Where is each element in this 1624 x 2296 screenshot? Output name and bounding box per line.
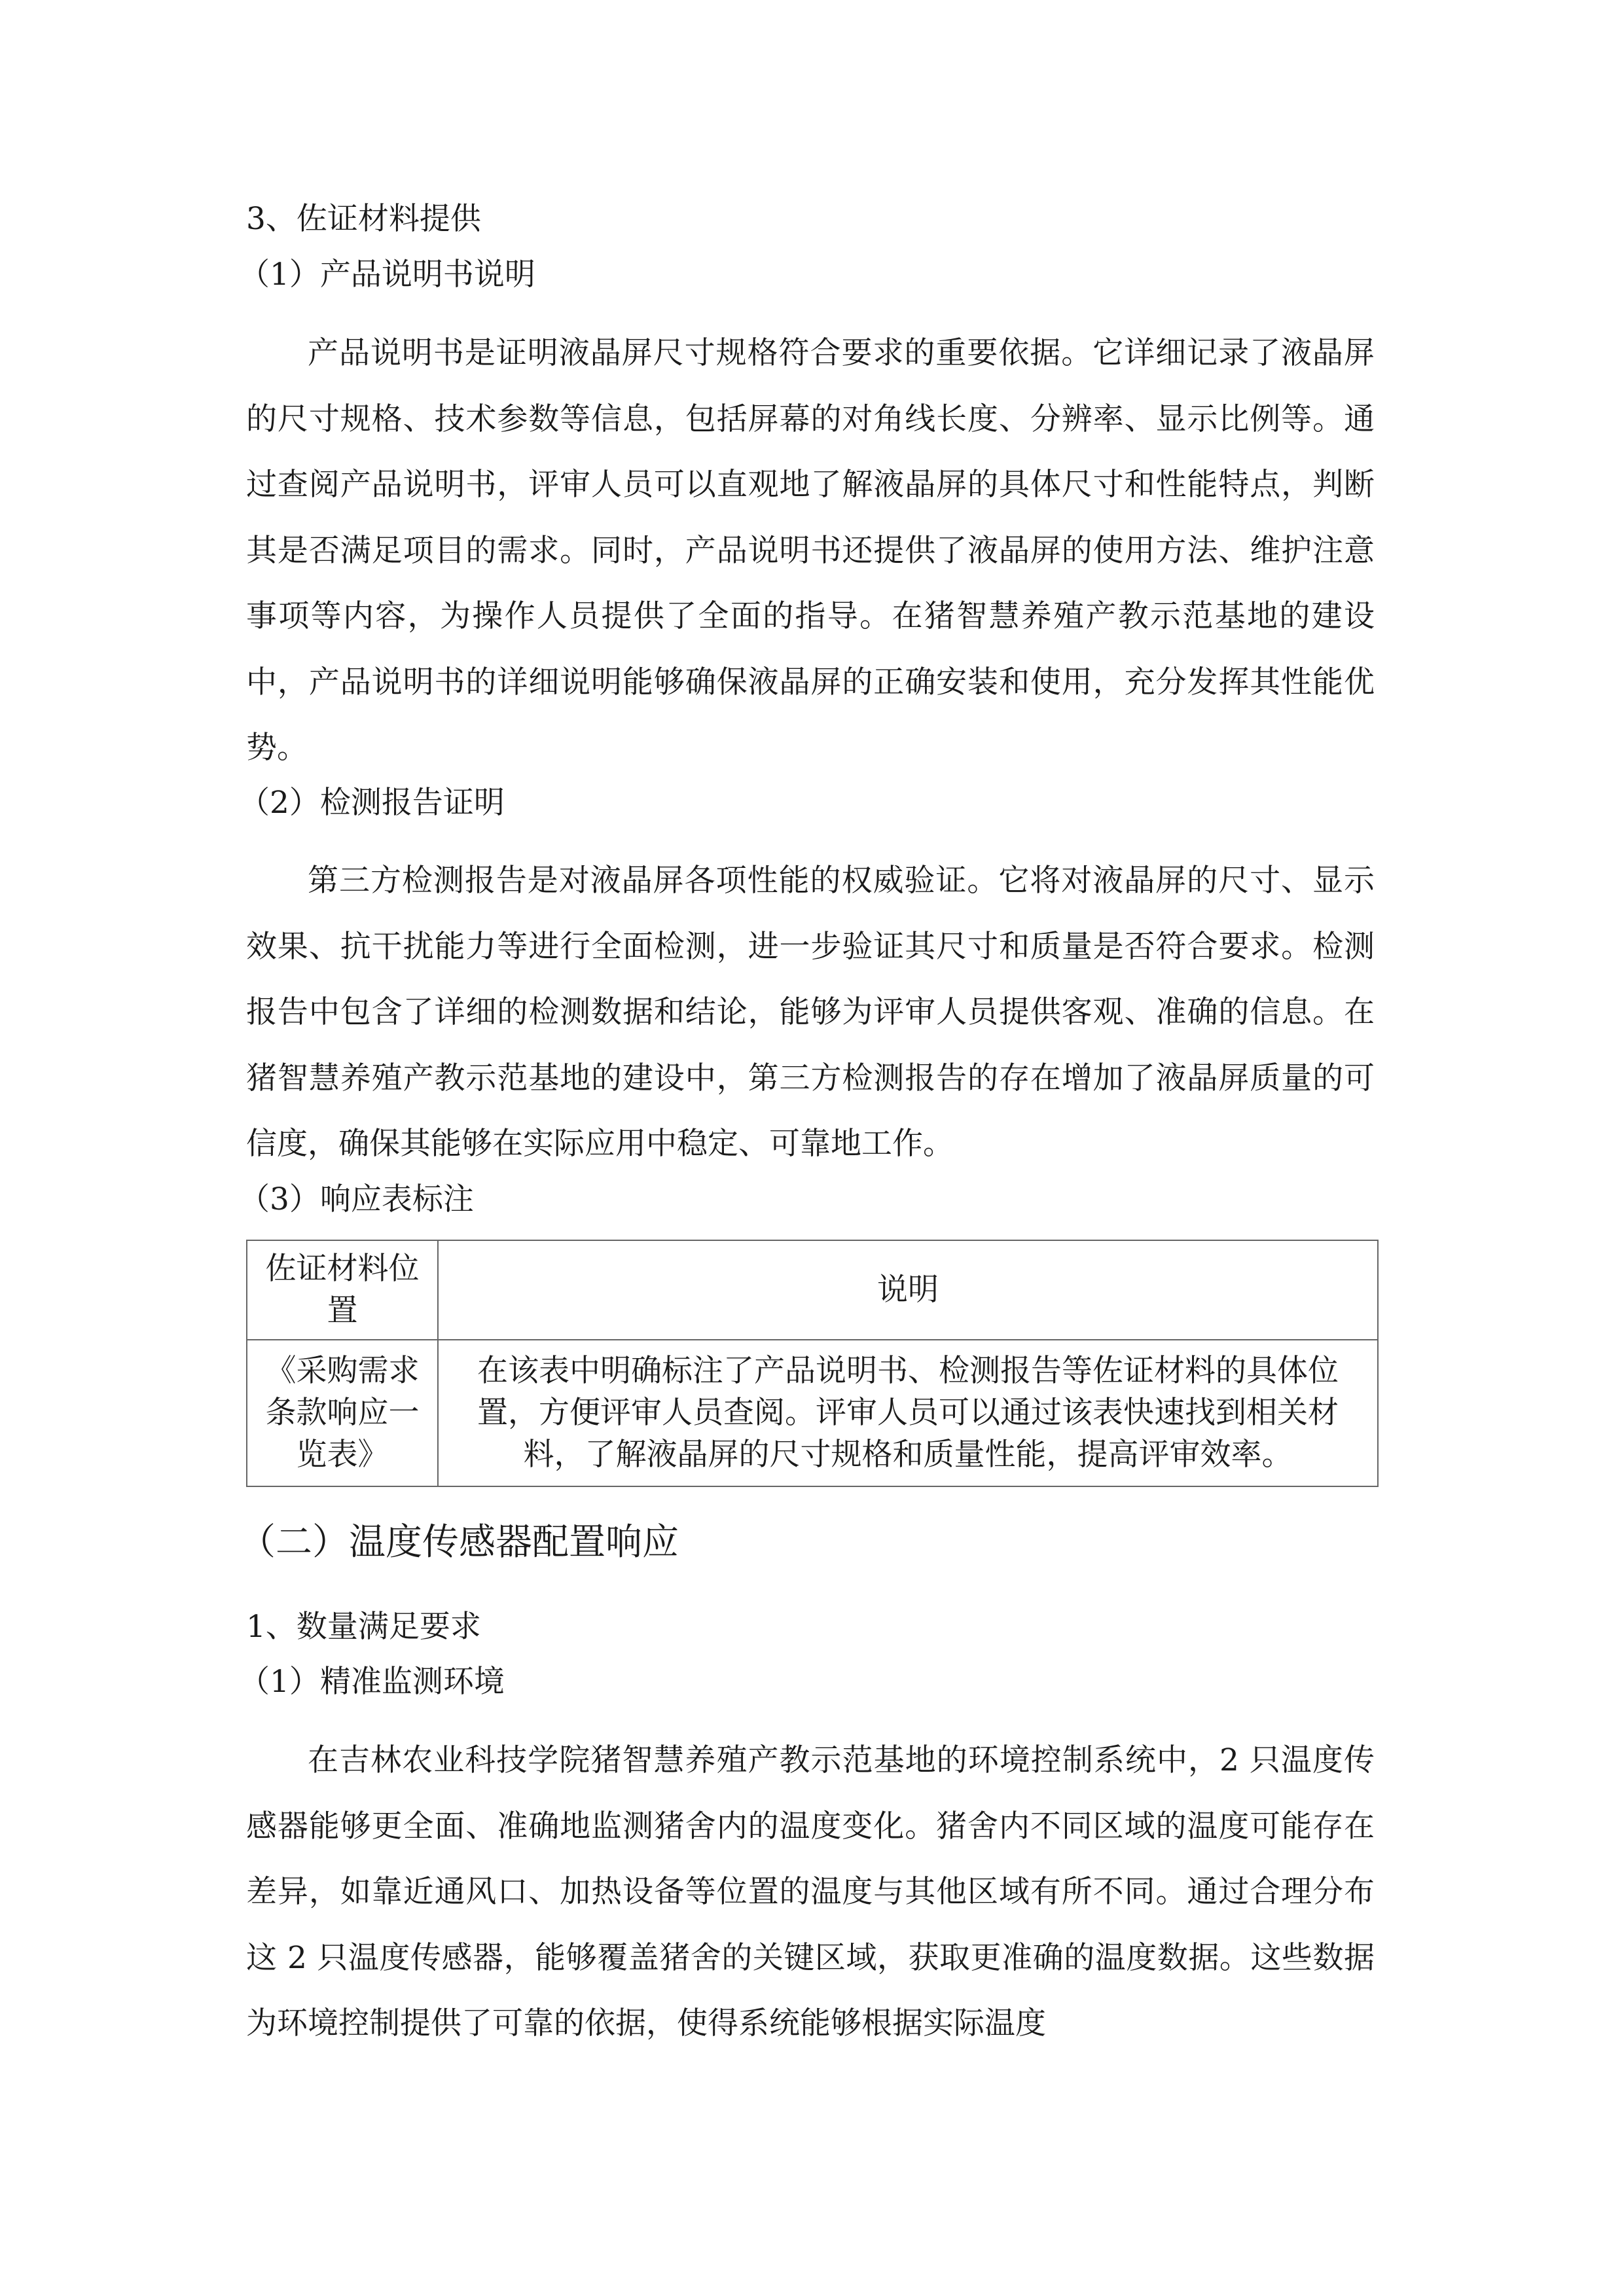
section-heading: 3、佐证材料提供 — [246, 201, 481, 237]
chapter-heading: （二）温度传感器配置响应 — [239, 1521, 679, 1564]
paragraph: 产品说明书是证明液晶屏尺寸规格符合要求的重要依据。它详细记录了液晶屏的尺寸规格、技术参数等信息，包括屏幕的对角线长度、分辨率、显示比例等。通过查阅产品说明书，评审人员可以直观地了解液晶屏的具体尺寸和性能特点，判断其是否满足项目的需求。同时，产品说明书还提供了液晶屏的使用方法、维护注意事项等内容，为操作人员提供了全面的指导。在猪智慧养殖产教示范基地的建设中，产品说明书的详细说明能够确保液晶屏的正确安装和使用，充分发挥其性能优势。 — [246, 335, 1375, 766]
header-description: 说明 — [877, 1272, 939, 1308]
subsection-heading: （1）精准监测环境 — [239, 1664, 505, 1700]
subsection-heading: （3）响应表标注 — [239, 1181, 474, 1217]
table-header-cell — [438, 1240, 1378, 1340]
subsection-heading: （2）检测报告证明 — [239, 785, 505, 821]
response-table — [246, 1240, 1379, 1487]
table-header-row — [247, 1240, 1378, 1340]
table-row — [247, 1340, 1378, 1486]
paragraph: 在吉林农业科技学院猪智慧养殖产教示范基地的环境控制系统中，2 只温度传感器能够更全面、准确地监测猪舍内的温度变化。猪舍内不同区域的温度可能存在差异，如靠近通风口、加热设备等位置的温度与其他区域有所不同。通过合理分布这 2 只温度传感器，能够覆盖猪舍的关键区域，获取更准确的温度数据。这些数据为环境控制提供了可靠的依据，使得系统能够根据实际温度 — [246, 1742, 1375, 2041]
subsection-heading: （1）产品说明书说明 — [239, 257, 535, 293]
cell-location: 《采购需求条款响应一览表》 — [265, 1353, 420, 1473]
section-heading: 1、数量满足要求 — [246, 1609, 481, 1645]
table-cell — [247, 1340, 438, 1486]
table-cell — [438, 1340, 1378, 1486]
cell-description: 在该表中明确标注了产品说明书、检测报告等佐证材料的具体位置，方便评审人员查阅。评审人员可以通过该表快速找到相关材料，了解液晶屏的尺寸规格和质量性能，提高评审效率。 — [477, 1353, 1339, 1473]
header-location: 佐证材料位置 — [265, 1251, 420, 1329]
paragraph: 第三方检测报告是对液晶屏各项性能的权威验证。它将对液晶屏的尺寸、显示效果、抗干扰能力等进行全面检测，进一步验证其尺寸和质量是否符合要求。检测报告中包含了详细的检测数据和结论，能够为评审人员提供客观、准确的信息。在猪智慧养殖产教示范基地的建设中，第三方检测报告的存在增加了液晶屏质量的可信度，确保其能够在实际应用中稳定、可靠地工作。 — [246, 863, 1375, 1162]
table-header-cell — [247, 1240, 438, 1340]
